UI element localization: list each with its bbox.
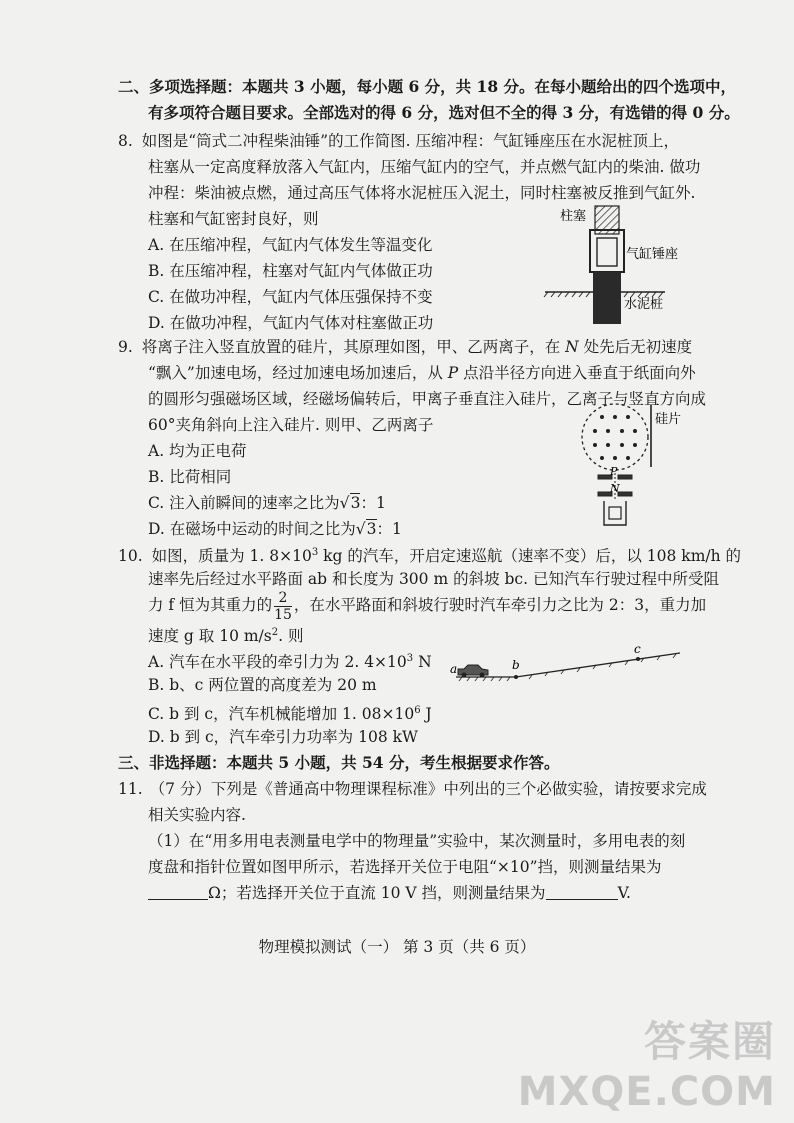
- cylinder-label: 气缸锤座: [626, 247, 679, 262]
- q9-option-c: C. 注入前瞬间的速率之比为√3：1: [148, 494, 386, 512]
- pile-label: 水泥桩: [624, 297, 664, 312]
- ion-injection-figure: [580, 395, 690, 530]
- q10-option-b: B. b、c 两位置的高度差为 20 m: [148, 676, 377, 694]
- q10-stem-line1: 10. 如图，质量为 1. $8\times 10^3$ kg 的汽车，开启定速巡航（速率不变）后，以 108 km/h 的: [118, 547, 742, 566]
- q10-option-d: D. b 到 c，汽车牵引力功率为 108 kW: [148, 728, 418, 746]
- q11-part1-line1: （1）在“用多用电表测量电学中的物理量”实验中，某次测量时，多用电表的刻: [148, 832, 686, 850]
- q10-option-c: C. b 到 c，汽车机械能增加 1. $08\times 10^6$ J: [148, 705, 432, 724]
- q11-stem-line1: 11. （7 分）下列是《普通高中物理课程标准》中列出的三个必做实验，请按要求完成: [118, 780, 707, 798]
- pile-shape: [593, 272, 621, 324]
- q8-option-b: B. 在压缩冲程，柱塞对气缸内气体做正功: [148, 262, 433, 280]
- q9-number: 9.: [118, 338, 133, 356]
- diesel-hammer-figure: [540, 200, 710, 325]
- q11-number: 11.: [118, 780, 143, 798]
- label-b: b: [512, 658, 520, 672]
- q8-option-d: D. 在做功冲程，气缸内气体对柱塞做正功: [148, 314, 434, 332]
- q8-option-c: C. 在做功冲程，气缸内气体压强保持不变: [148, 288, 433, 306]
- fraction: $\frac{2}{15}$: [274, 589, 292, 623]
- ion-source: [609, 507, 621, 519]
- q10-stem-line2: 速率先后经过水平路面 ab 和长度为 300 m 的斜坡 bc. 已知汽车行驶过程中所受阻: [148, 570, 719, 588]
- q8-stem-line3: 冲程：柴油被点燃，通过高压气体将水泥桩压入泥土，同时柱塞被反推到气缸外.: [148, 184, 696, 202]
- magnetic-field-region: [582, 404, 648, 470]
- piston-label: 柱塞: [560, 209, 587, 224]
- q11-part1-line2: 度盘和指针位置如图甲所示，若选择开关位于电阻“×10”挡，则测量结果为: [148, 858, 662, 876]
- section2-heading-line1: 二、多项选择题：本题共 3 小题，每小题 6 分，共 18 分。在每小题给出的四个选项中，: [118, 77, 737, 96]
- section3-heading: 三、非选择题：本题共 5 小题，共 54 分，考生根据要求作答。: [118, 753, 560, 772]
- watermark-cn: 答案圈: [643, 1017, 776, 1066]
- q10-stem-line4: 速度 g 取 10 $m/s^2$. 则: [148, 627, 304, 646]
- q11-part1-line3: Ω；若选择开关位于直流 10 V 挡，则测量结果为 V.: [148, 880, 631, 906]
- q10-stem-line3: 力 f 恒为其重力的 $\frac{2}{15}$ ，在水平路面和斜坡行驶时汽车牵引力之比为 2：3，重力加: [148, 589, 707, 623]
- field-dots: [593, 415, 637, 460]
- label-a: a: [450, 662, 458, 676]
- q10-number: 10.: [118, 547, 143, 566]
- q9-stem-line2: “飘入”加速电场，经过加速电场加速后，从 P 点沿半径方向进入垂直于纸面向外: [148, 364, 696, 382]
- n-label: N: [610, 482, 620, 495]
- answer-blank-voltage[interactable]: [546, 885, 618, 900]
- watermark-logo: [518, 1009, 776, 1115]
- wafer-label: 硅片: [655, 412, 682, 427]
- car-slope-figure: [448, 640, 688, 685]
- q8-stem: [118, 128, 679, 154]
- watermark-en: MXQE.COM: [517, 1069, 776, 1115]
- q8-stem-line2: 柱塞从一定高度释放落入气缸内，压缩气缸内的空气，并点燃气缸内的柴油. 做功: [148, 158, 701, 176]
- q9-option-b: B. 比荷相同: [148, 468, 232, 486]
- q8-stem-line1: 如图是“筒式二冲程柴油锤”的工作简图. 压缩冲程：气缸锤座压在水泥桩顶上，: [141, 132, 679, 150]
- q11-stem-line2: 相关实验内容.: [148, 806, 246, 824]
- slope-road: [516, 653, 680, 677]
- q9-stem-line4: 60°夹角斜向上注入硅片. 则甲、乙两离子: [148, 416, 434, 434]
- point-b: [514, 675, 518, 679]
- q9-option-a: A. 均为正电荷: [148, 442, 247, 460]
- answer-blank-resistance[interactable]: [148, 885, 208, 900]
- label-c: c: [634, 642, 641, 656]
- page-footer: 物理模拟测试（一） 第 3 页（共 6 页）: [258, 938, 536, 956]
- q8-option-a: A. 在压缩冲程，气缸内气体发生等温变化: [148, 236, 433, 254]
- section2-heading-line2: 有多项符合题目要求。全部选对的得 6 分，选对但不全的得 3 分，有选错的得 0 分。: [148, 103, 740, 122]
- q8-number: 8.: [118, 132, 133, 150]
- q8-stem-line4: 柱塞和气缸密封良好，则: [148, 210, 319, 228]
- q10-option-a: A. 汽车在水平段的牵引力为 2. $4\times 10^3$ N: [148, 653, 432, 672]
- q9-stem-line1: 9. 将离子注入竖直放置的硅片，其原理如图，甲、乙两离子，在 N 处先后无初速度: [118, 338, 693, 356]
- q9-option-d: D. 在磁场中运动的时间之比为√3：1: [148, 520, 402, 538]
- point-c: [636, 657, 640, 661]
- q9-stem-line3: 的圆形匀强磁场区域，经磁场偏转后，甲离子垂直注入硅片，乙离子与竖直方向成: [148, 390, 707, 408]
- p-label: P: [610, 465, 618, 478]
